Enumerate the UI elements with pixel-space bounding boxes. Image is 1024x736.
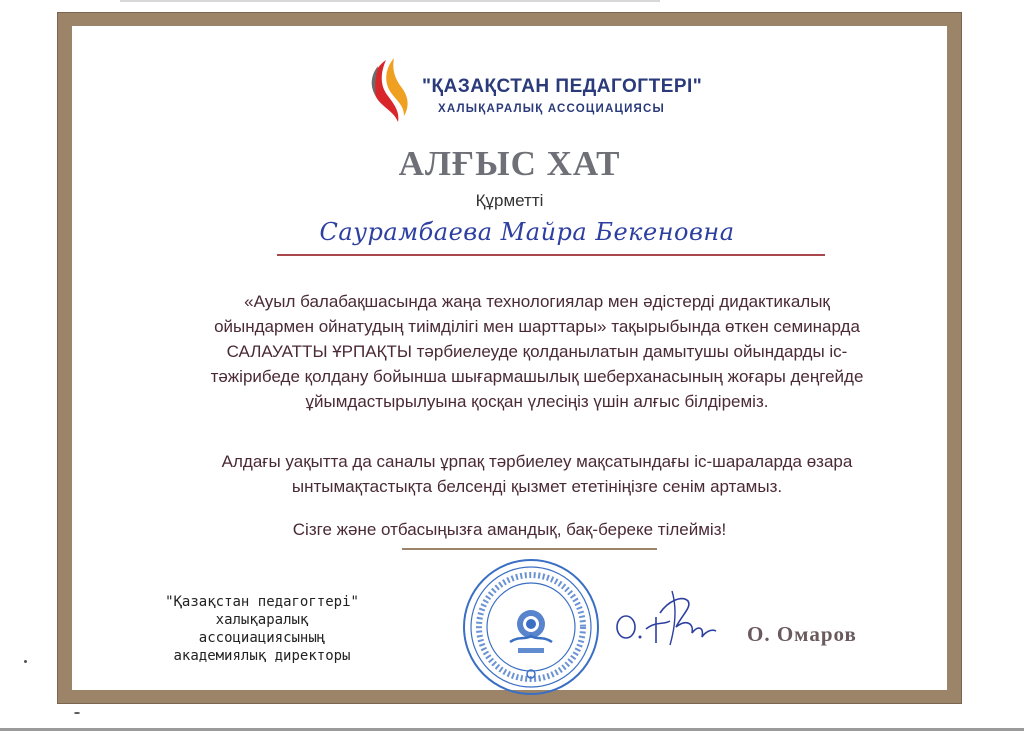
salutation: Құрметті <box>475 191 544 210</box>
recipient-underline <box>277 254 825 256</box>
official-stamp-icon <box>460 556 602 698</box>
scan-artifact-bottom <box>0 728 1024 731</box>
signatory-position <box>152 593 372 665</box>
handwritten-signature-icon <box>612 581 722 651</box>
organization-logo <box>364 56 704 136</box>
certificate-title: АЛҒЫС ХАТ <box>398 144 621 183</box>
organization-name: "ҚАЗАҚСТАН ПЕДАГОГТЕРІ" <box>422 76 703 97</box>
organization-subtitle: ХАЛЫҚАРАЛЫҚ АССОЦИАЦИЯСЫ <box>438 103 665 115</box>
scan-artifact-top <box>120 0 660 2</box>
certificate-frame <box>57 12 962 704</box>
signatory-position-line: халықаралық <box>215 612 309 628</box>
signatory-name: О. Омаров <box>747 622 857 646</box>
body-line: ойындармен ойнатудың тиімділігі мен шарттары» тақырыбында өткен семинарда <box>214 317 860 336</box>
body-line: тәжірибеде қолдану бойынша шығармашылық шеберханасының жоғары деңгейде <box>210 367 864 386</box>
wishes-divider <box>402 548 657 550</box>
recipient-name: Саурамбаева Майра Бекеновна <box>319 218 735 246</box>
body-line: ынтымақтастықта белсенді қызмет ететініңізге сенім артамыз. <box>291 477 783 496</box>
body-line: САЛАУАТТЫ ҰРПАҚТЫ тәрбиелеуде қолданылатын дамытушы ойындарды іс- <box>226 342 848 361</box>
flame-logo-icon <box>364 56 416 126</box>
scan-dust <box>24 660 27 663</box>
scan-dust <box>74 712 80 714</box>
body-paragraph-2 <box>182 449 892 499</box>
closing-wishes: Сізге және отбасыңызға амандық, бақ-береке тілейміз! <box>292 520 727 539</box>
body-line: Алдағы уақытта да саналы ұрпақ тәрбиелеу мақсатындағы іс-шараларда өзара <box>221 452 853 471</box>
body-line: ұйымдастырылуына қосқан үлесіңіз үшін алғыс білдіреміз. <box>305 392 769 411</box>
signatory-position-line: "Қазақстан педагогтері" <box>165 594 359 610</box>
body-line: «Ауыл балабақшасында жаңа технологиялар мен әдістерді дидактикалық <box>244 292 830 311</box>
certificate-paper <box>72 26 947 690</box>
signatory-position-line: ассоциациясының <box>198 630 326 646</box>
body-paragraph-1 <box>182 289 892 414</box>
signatory-position-line: академиялық директоры <box>173 648 351 664</box>
